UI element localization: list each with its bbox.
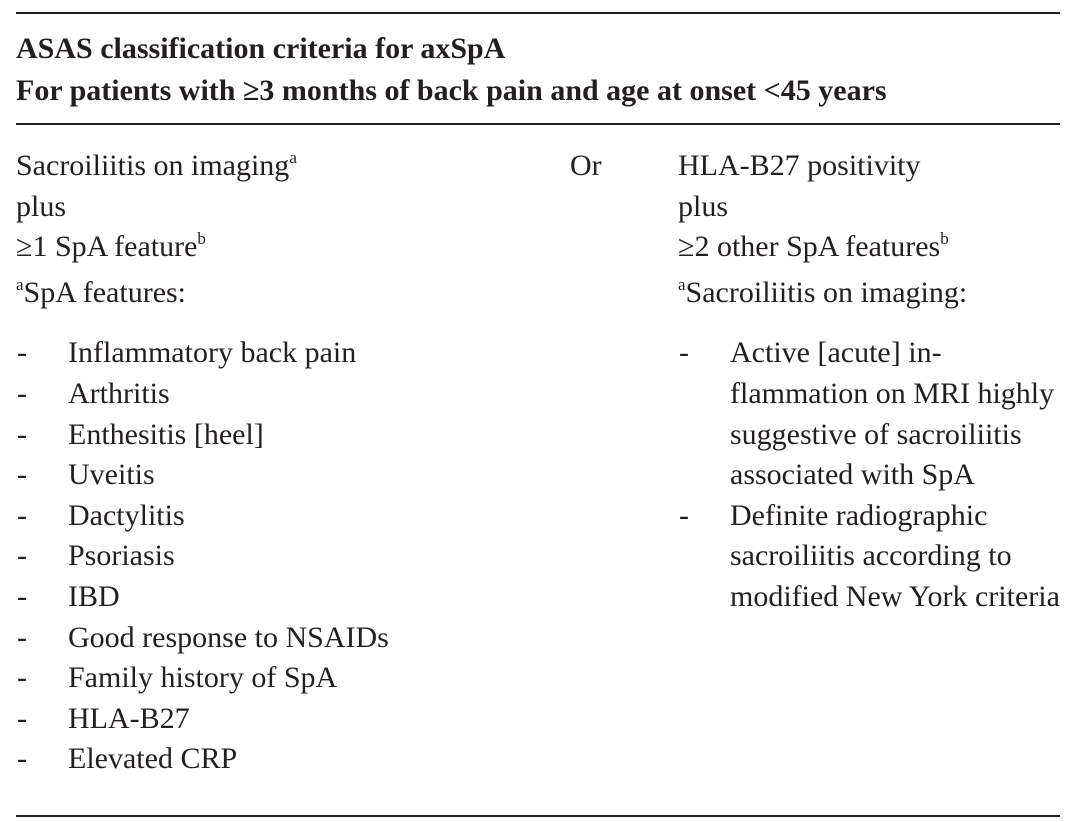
list-dash: -	[17, 498, 27, 532]
right-footnote-heading: $^a$Sacroiliitis on imaging:	[678, 274, 968, 309]
list-item-text: Dactylitis	[68, 498, 185, 532]
right-criterion: HLA-B27 positivity	[678, 149, 921, 182]
left-criteria-column	[16, 146, 556, 780]
footnote-marker: b	[940, 229, 949, 249]
left-requirement: ≥1 SpA feature$^b$	[16, 229, 206, 264]
title-line-1: ASAS classification criteria for axSpA	[16, 32, 506, 65]
list-dash: -	[17, 417, 27, 451]
left-plus: plus	[16, 189, 67, 223]
list-dash: -	[17, 458, 27, 492]
list-item-text: HLA-B27	[68, 701, 190, 735]
list-dash: -	[17, 336, 27, 370]
spa-features-list	[16, 333, 556, 780]
footnote-marker: a	[678, 274, 686, 294]
imaging-criteria-list	[678, 333, 1078, 617]
list-item	[16, 658, 556, 699]
connector-or: Or	[570, 149, 602, 182]
list-item-text: Enthesitis [heel]	[68, 417, 264, 451]
header-rule	[16, 123, 1060, 125]
list-item	[16, 374, 556, 415]
right-criteria-column	[678, 146, 1078, 618]
list-dash: -	[679, 336, 689, 370]
list-dash: -	[17, 701, 27, 735]
list-item-text: Inflammatory back pain	[68, 336, 357, 370]
list-item	[678, 496, 1078, 618]
footnote-marker: a	[289, 148, 297, 167]
list-dash: -	[17, 661, 27, 695]
footnote-marker: b	[197, 229, 206, 249]
list-item	[16, 618, 556, 659]
table-title	[16, 28, 887, 112]
bottom-rule	[16, 815, 1060, 817]
list-dash: -	[17, 539, 27, 573]
list-dash: -	[17, 376, 27, 410]
list-item	[16, 739, 556, 780]
list-item-text: Definite radiographic sacroiliitis according to modified New York criteria	[730, 498, 1060, 613]
list-item-text: Arthritis	[68, 376, 170, 410]
list-item-text: Family history of SpA	[68, 661, 338, 695]
left-footnote-heading: $^a$SpA features:	[16, 274, 187, 309]
list-item	[16, 496, 556, 537]
connector	[570, 146, 602, 187]
right-plus: plus	[678, 189, 729, 223]
list-item-text: IBD	[68, 579, 120, 613]
list-item-text: Active [acute] in-flammation on MRI highly suggestive of sacroiliitis associated with SpA	[730, 336, 1055, 492]
list-item-text: Elevated CRP	[68, 742, 238, 776]
list-item	[16, 577, 556, 618]
list-dash: -	[17, 742, 27, 776]
right-requirement: ≥2 other SpA features$^b$	[678, 229, 949, 264]
list-item-text: Psoriasis	[68, 539, 175, 573]
list-item	[16, 699, 556, 740]
list-item	[16, 455, 556, 496]
list-dash: -	[17, 579, 27, 613]
top-rule	[16, 12, 1060, 14]
list-item	[16, 536, 556, 577]
footnote-marker: a	[16, 274, 24, 294]
list-item	[678, 333, 1078, 495]
list-item-text: Uveitis	[68, 458, 155, 492]
list-item	[16, 333, 556, 374]
list-item-text: Good response to NSAIDs	[68, 620, 389, 654]
list-dash: -	[17, 620, 27, 654]
list-dash: -	[679, 498, 689, 532]
title-line-2: For patients with ≥3 months of back pain and age at onset <45 years	[16, 74, 887, 107]
list-item	[16, 415, 556, 456]
left-criterion: Sacroiliitis on imaging$^a$	[16, 148, 297, 182]
